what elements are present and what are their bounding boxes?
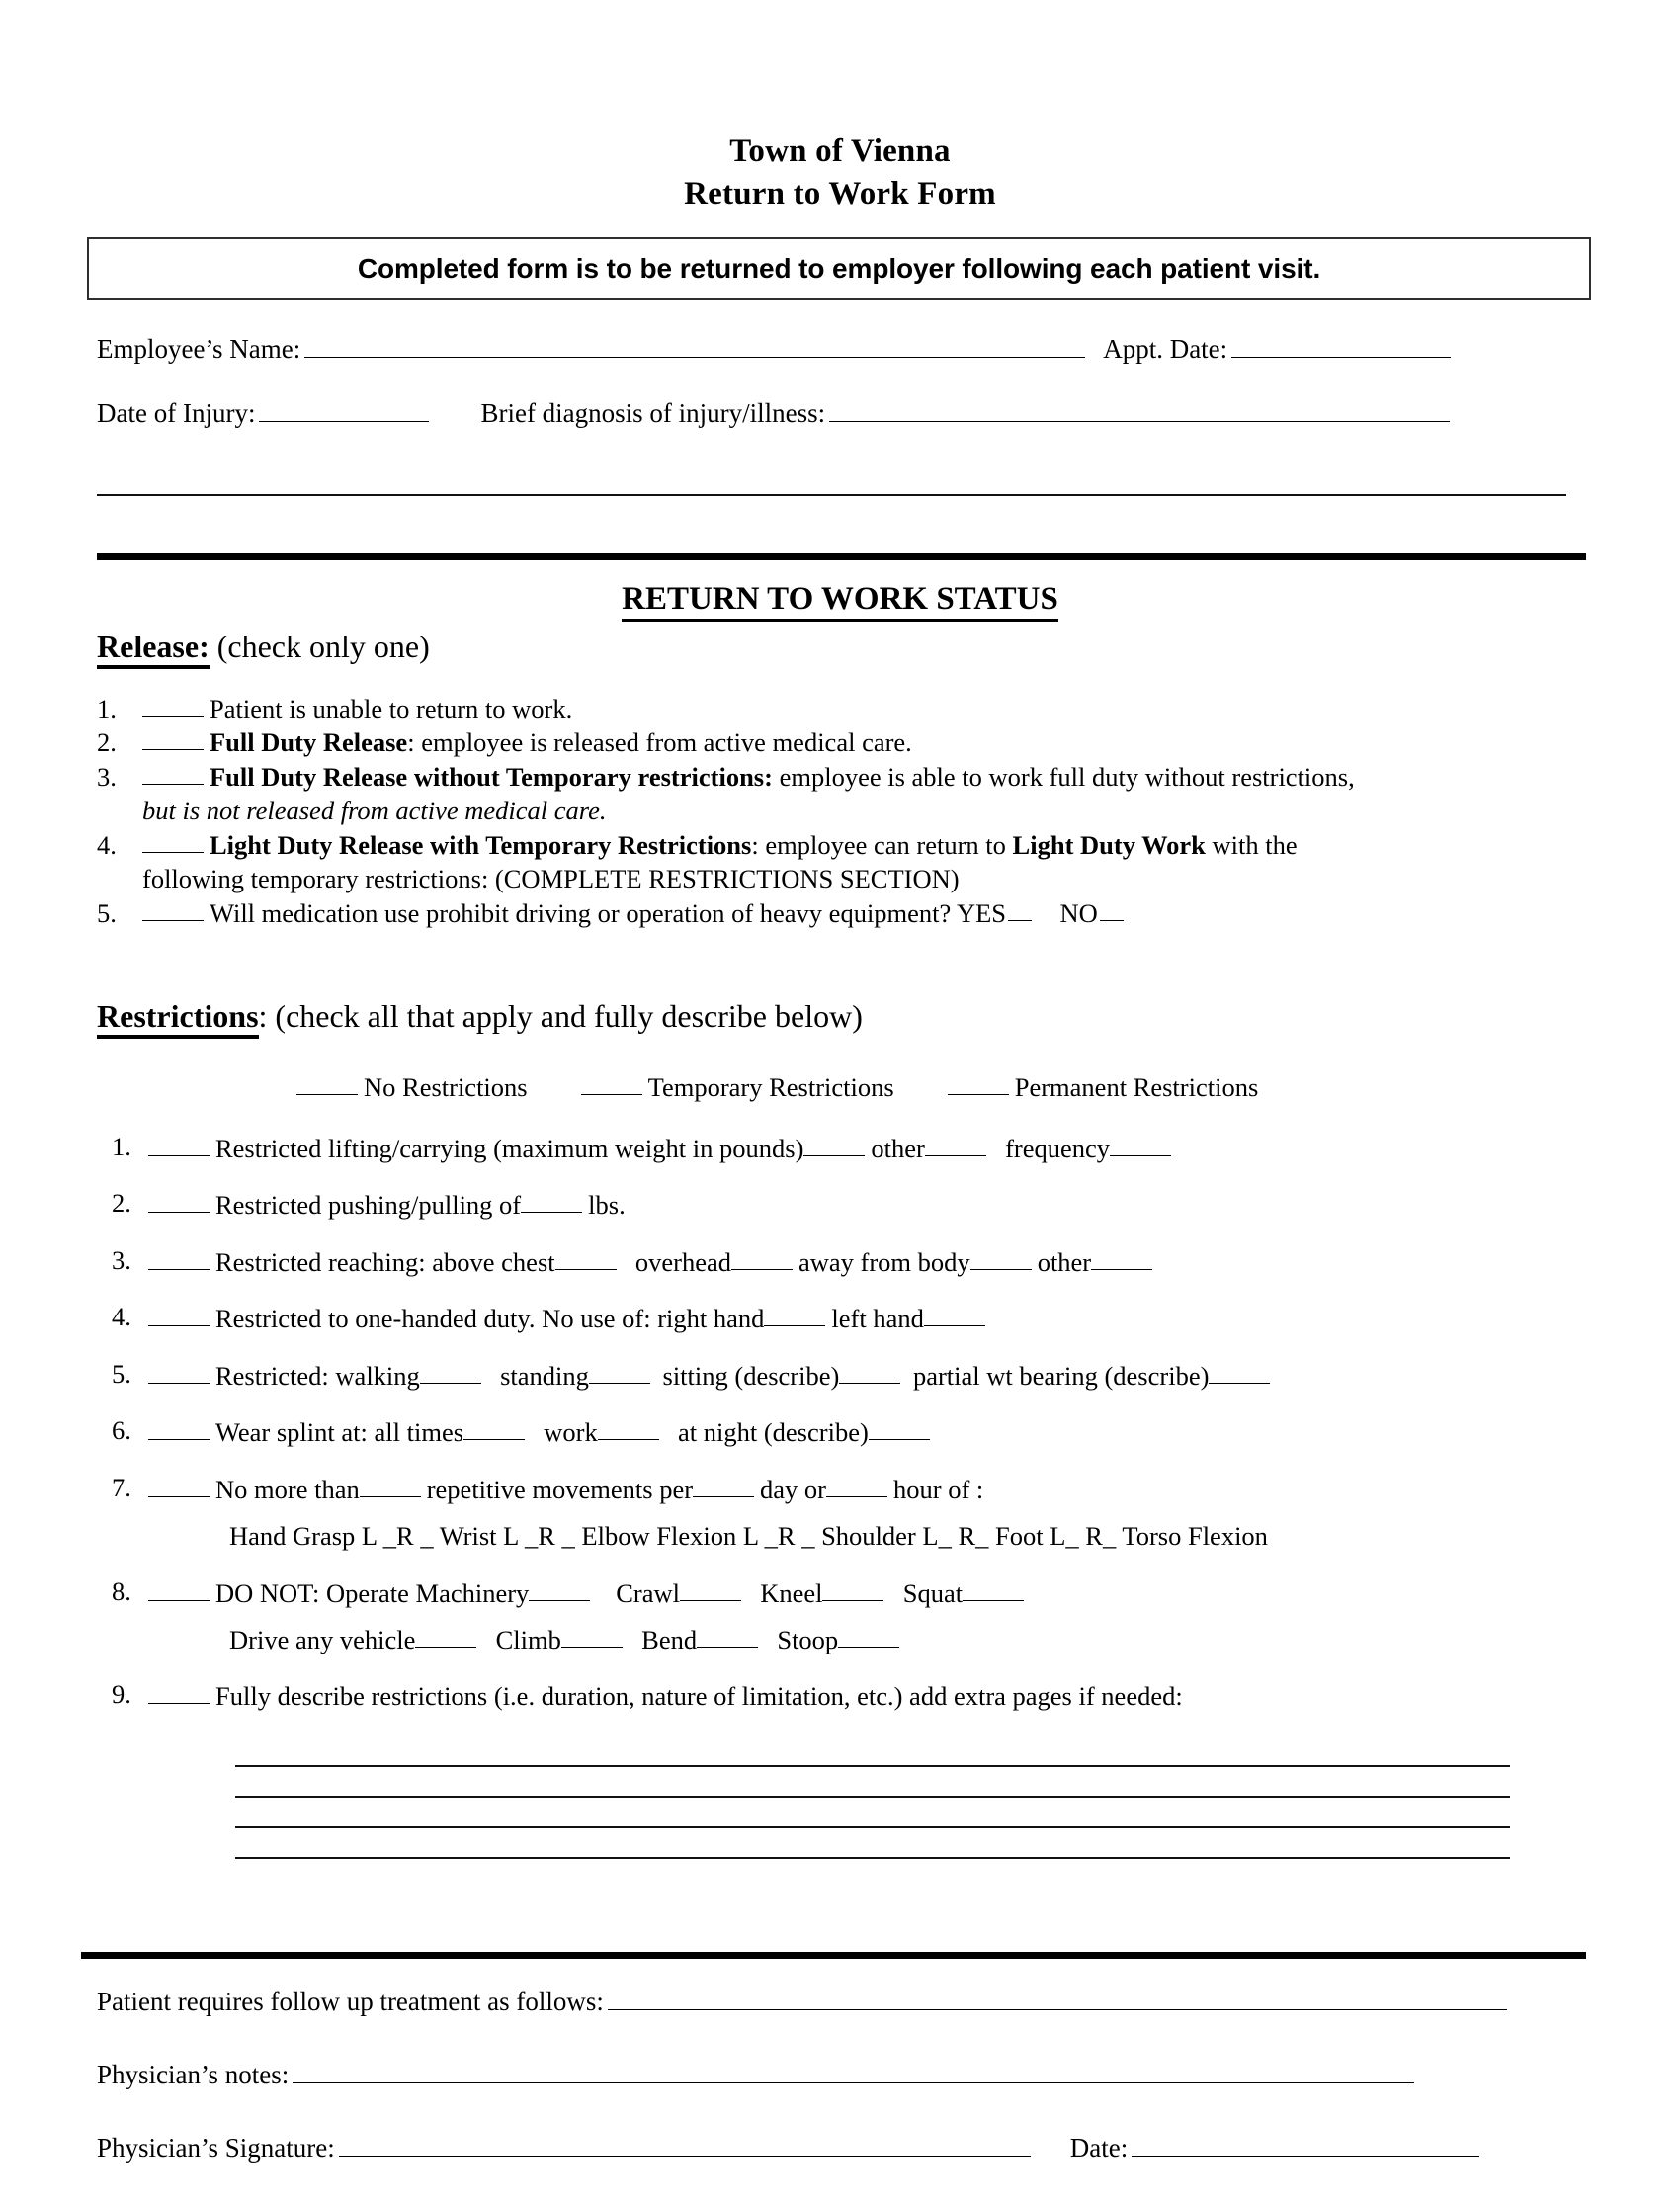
partial-weight-bearing-blank[interactable] — [1209, 1366, 1270, 1384]
release-heading — [97, 629, 430, 665]
no-restrictions-blank[interactable] — [296, 1077, 358, 1095]
repetitive-body-parts-line[interactable]: Hand Grasp L _R _ Wrist L _R _ Elbow Flexion L _R _ Shoulder L_ R_ Foot L_ R_ Torso Flexion — [229, 1521, 1268, 1552]
physician-notes-row — [97, 2060, 1593, 2090]
restrictions-heading — [97, 998, 863, 1035]
release-item-1 — [97, 692, 1589, 725]
release-item-lead: Full Duty Release — [210, 727, 408, 758]
release-item-5 — [97, 896, 1589, 930]
release-item-2 — [97, 725, 1589, 759]
bend-label: Bend — [641, 1624, 698, 1654]
employee-name-label: Employee’s Name: — [97, 334, 301, 364]
release-item-body — [142, 896, 1589, 930]
follow-up-input[interactable] — [608, 1989, 1507, 2010]
restriction-item-3 — [112, 1245, 1594, 1279]
no-restrictions-label: No Restrictions — [364, 1072, 528, 1102]
appt-date-label: Appt. Date: — [1103, 334, 1228, 364]
reaching-away-body-blank[interactable] — [970, 1252, 1032, 1270]
release-item-text: Will medication use prohibit driving or operation of heavy equipment? YES — [210, 897, 1007, 928]
restriction-item-number: 1. — [112, 1132, 131, 1161]
restriction-item-body — [148, 1415, 1594, 1449]
restriction-text-a: Wear splint at: all times — [215, 1417, 464, 1448]
release-checkbox-blank-2[interactable] — [142, 732, 204, 750]
restriction-item-2 — [112, 1188, 1594, 1222]
restriction-item-5 — [112, 1359, 1594, 1393]
restriction-text-b: Crawl — [616, 1577, 680, 1608]
restriction-text-a: Restricted lifting/carrying (maximum weight in pounds) — [215, 1134, 804, 1163]
restriction-checkbox-blank-9[interactable] — [148, 1686, 210, 1704]
release-item-text: : employee can return to — [751, 829, 1013, 860]
temporary-restrictions-blank[interactable] — [581, 1077, 642, 1095]
restriction-text-b: overhead — [634, 1246, 731, 1277]
drive-label: Drive any vehicle — [229, 1624, 416, 1654]
injury-row — [97, 400, 1593, 427]
appt-date-input[interactable] — [1231, 336, 1451, 358]
physician-notes-label: Physician’s notes: — [97, 2060, 290, 2089]
restriction-text-b: left hand — [831, 1304, 924, 1334]
restriction-text-c: away from body — [798, 1246, 970, 1277]
release-list — [97, 692, 1589, 930]
release-item-4 — [97, 828, 1589, 862]
restriction-checkbox-blank-6[interactable] — [148, 1422, 210, 1440]
repetitive-day-blank[interactable] — [693, 1480, 754, 1497]
restriction-item-1 — [112, 1132, 1594, 1165]
restriction-checkbox-blank-8[interactable] — [148, 1583, 210, 1601]
temporary-restrictions-label: Temporary Restrictions — [647, 1072, 894, 1102]
restriction-text-d: partial wt bearing (describe) — [912, 1360, 1210, 1391]
standing-blank[interactable] — [589, 1366, 650, 1384]
release-checkbox-blank-5[interactable] — [142, 903, 204, 921]
restrictions-heading-subtitle: : (check all that apply and fully describe below) — [258, 998, 863, 1034]
restriction-item-number: 9. — [112, 1679, 131, 1710]
restriction-checkbox-blank-4[interactable] — [148, 1309, 210, 1326]
permanent-restrictions-blank[interactable] — [948, 1077, 1009, 1095]
restriction-text-a: Restricted reaching: above chest — [215, 1246, 555, 1277]
medication-no-label: NO — [1059, 897, 1098, 928]
stoop-blank[interactable] — [838, 1630, 899, 1648]
release-item-3-continuation — [97, 794, 1589, 827]
walking-blank[interactable] — [420, 1366, 481, 1384]
climb-blank[interactable] — [561, 1630, 623, 1648]
do-not-second-line — [148, 1623, 1594, 1656]
pushing-weight-blank[interactable] — [521, 1195, 582, 1213]
squat-blank[interactable] — [963, 1583, 1024, 1601]
return-to-work-status-heading — [0, 581, 1680, 618]
diagnosis-label: Brief diagnosis of injury/illness: — [480, 398, 826, 428]
date-of-injury-label: Date of Injury: — [97, 398, 256, 428]
restriction-checkbox-blank-3[interactable] — [148, 1252, 210, 1270]
release-item-body — [142, 760, 1589, 794]
kneel-blank[interactable] — [822, 1583, 883, 1601]
restriction-item-body — [148, 1679, 1594, 1713]
diagnosis-input[interactable] — [829, 400, 1450, 422]
restriction-item-number: 7. — [112, 1472, 131, 1502]
reaching-other-blank[interactable] — [1091, 1252, 1152, 1270]
description-line-2[interactable] — [235, 1767, 1510, 1798]
restriction-type-row — [296, 1072, 1258, 1103]
restriction-item-body — [148, 1302, 1594, 1335]
restriction-item-number: 5. — [112, 1358, 131, 1389]
restriction-text-d: other — [1037, 1246, 1092, 1277]
restriction-item-body — [148, 1132, 1594, 1165]
release-item-body — [142, 828, 1589, 862]
section-divider-top — [97, 553, 1586, 560]
restriction-item-body — [148, 1359, 1594, 1393]
restriction-text-d: hour of : — [893, 1474, 984, 1504]
restriction-checkbox-blank-7[interactable] — [148, 1480, 210, 1497]
release-item-body — [142, 692, 1589, 725]
form-title-block — [0, 0, 1680, 215]
repetitive-hour-blank[interactable] — [826, 1480, 887, 1497]
right-hand-blank[interactable] — [764, 1309, 825, 1326]
left-hand-blank[interactable] — [924, 1309, 985, 1326]
release-item-bold-mid: Light Duty Work — [1012, 829, 1206, 860]
release-heading-title: Release: — [97, 629, 210, 669]
release-item-3 — [97, 760, 1589, 794]
restriction-item-body — [148, 1245, 1594, 1279]
physician-signature-input[interactable] — [339, 2135, 1031, 2157]
restriction-item-8 — [112, 1576, 1594, 1657]
restriction-item-number: 6. — [112, 1415, 131, 1446]
restriction-item-6 — [112, 1415, 1594, 1449]
status-heading-text: RETURN TO WORK STATUS — [622, 581, 1058, 622]
employee-name-row — [97, 336, 1593, 363]
release-item-number: 1. — [97, 694, 117, 723]
description-line-4[interactable] — [235, 1828, 1510, 1859]
lifting-weight-blank[interactable] — [803, 1139, 865, 1156]
medication-yes-blank[interactable] — [1008, 905, 1032, 921]
physician-signature-label: Physician’s Signature: — [97, 2133, 335, 2163]
release-checkbox-blank-4[interactable] — [142, 835, 204, 853]
restriction-text-a: Fully describe restrictions (i.e. duration, nature of limitation, etc.) add extra pages if needed: — [215, 1681, 1183, 1712]
restriction-item-body — [148, 1576, 1594, 1657]
signature-date-input[interactable] — [1132, 2135, 1479, 2157]
release-item-lead: Light Duty Release with Temporary Restrictions — [210, 829, 752, 860]
release-item-text-after: with the — [1205, 829, 1298, 860]
release-item-lead: Full Duty Release without Temporary restrictions: — [210, 761, 773, 792]
restriction-item-4 — [112, 1302, 1594, 1335]
splint-all-times-blank[interactable] — [463, 1422, 525, 1440]
footer-fields — [97, 1987, 1593, 2206]
restriction-item-number: 3. — [112, 1244, 131, 1275]
splint-night-blank[interactable] — [869, 1422, 930, 1440]
restriction-text-b: work — [544, 1417, 598, 1448]
repetitive-count-blank[interactable] — [360, 1480, 421, 1497]
restriction-text-b: repetitive movements per — [426, 1474, 694, 1504]
release-item-number: 4. — [97, 829, 117, 860]
release-item-4-continuation: following temporary restrictions: (COMPLETE RESTRICTIONS SECTION) — [142, 864, 960, 894]
restriction-item-9 — [112, 1679, 1594, 1713]
release-item-continuation-text: but is not released from active medical care. — [142, 796, 607, 826]
restriction-text-c: at night (describe) — [678, 1417, 869, 1448]
release-item-text: : employee is released from active medical care. — [407, 727, 912, 758]
lifting-frequency-blank[interactable] — [1110, 1139, 1171, 1156]
release-item-number: 3. — [97, 761, 117, 792]
medication-no-blank[interactable] — [1100, 905, 1124, 921]
restriction-text-b: other — [871, 1134, 925, 1163]
restriction-text-a: DO NOT: Operate Machinery — [215, 1577, 530, 1608]
restriction-text-c: sitting (describe) — [662, 1360, 840, 1391]
stoop-label: Stoop — [777, 1624, 839, 1654]
release-checkbox-blank-3[interactable] — [142, 767, 204, 785]
restriction-item-number: 2. — [112, 1188, 131, 1219]
section-divider-bottom — [81, 1952, 1586, 1959]
restriction-text-a: Restricted: walking — [215, 1360, 420, 1391]
notice-text: Completed form is to be returned to employer following each patient visit. — [357, 253, 1321, 284]
release-item-number: 2. — [97, 727, 117, 758]
follow-up-row — [97, 1987, 1593, 2017]
bend-blank[interactable] — [697, 1630, 758, 1648]
restriction-text-b: standing — [500, 1360, 589, 1391]
restriction-text-a: No more than — [215, 1474, 360, 1504]
crawl-blank[interactable] — [680, 1583, 741, 1601]
restriction-item-number: 4. — [112, 1302, 131, 1332]
physician-notes-input[interactable] — [293, 2062, 1414, 2083]
date-of-injury-input[interactable] — [259, 400, 429, 422]
reaching-overhead-blank[interactable] — [731, 1252, 793, 1270]
restriction-checkbox-blank-1[interactable] — [148, 1139, 210, 1156]
restriction-text-b: lbs. — [588, 1190, 626, 1221]
diagnosis-overflow-rule[interactable] — [97, 494, 1566, 496]
permanent-restrictions-label: Permanent Restrictions — [1014, 1072, 1259, 1102]
restriction-text-a: Restricted to one-handed duty. No use of: right hand — [215, 1304, 765, 1334]
signature-date-label: Date: — [1069, 2133, 1129, 2163]
follow-up-label: Patient requires follow up treatment as follows: — [97, 1987, 604, 2016]
restriction-item-7 — [112, 1473, 1594, 1554]
release-item-text: Patient is unable to return to work. — [210, 694, 573, 723]
description-line-3[interactable] — [235, 1798, 1510, 1828]
restrictions-list — [112, 1132, 1594, 1737]
restriction-checkbox-blank-5[interactable] — [148, 1366, 210, 1384]
splint-work-blank[interactable] — [598, 1422, 659, 1440]
restriction-item-number: 8. — [112, 1575, 131, 1606]
restriction-item-body — [148, 1473, 1594, 1554]
employee-name-input[interactable] — [304, 336, 1085, 358]
release-item-number: 5. — [97, 897, 117, 928]
drive-vehicle-blank[interactable] — [415, 1630, 476, 1648]
climb-label: Climb — [495, 1624, 561, 1654]
release-item-body — [142, 725, 1589, 759]
release-heading-subtitle: (check only one) — [209, 629, 430, 664]
restriction-text-d: Squat — [902, 1577, 964, 1608]
description-line-1[interactable] — [235, 1737, 1510, 1767]
restriction-checkbox-blank-2[interactable] — [148, 1195, 210, 1213]
restriction-item-body — [148, 1188, 1594, 1222]
restriction-text-c: Kneel — [760, 1577, 823, 1608]
physician-signature-row — [97, 2133, 1593, 2164]
lifting-other-blank[interactable] — [925, 1139, 986, 1156]
page-title-line-1: Town of Vienna — [729, 133, 951, 169]
restriction-text-c: frequency — [1005, 1134, 1111, 1163]
restriction-text-c: day or — [760, 1474, 827, 1504]
description-ruled-lines — [235, 1737, 1510, 1859]
identification-fields — [97, 336, 1593, 427]
operate-machinery-blank[interactable] — [529, 1583, 590, 1601]
reaching-above-chest-blank[interactable] — [555, 1252, 617, 1270]
page-title-line-2: Return to Work Form — [684, 175, 996, 212]
restrictions-heading-title: Restrictions — [97, 998, 259, 1039]
notice-box — [87, 237, 1591, 300]
release-item-text: employee is able to work full duty without restrictions, — [772, 761, 1355, 792]
release-checkbox-blank-1[interactable] — [142, 699, 204, 717]
restriction-text-a: Restricted pushing/pulling of — [215, 1190, 522, 1221]
sitting-blank[interactable] — [839, 1366, 900, 1384]
